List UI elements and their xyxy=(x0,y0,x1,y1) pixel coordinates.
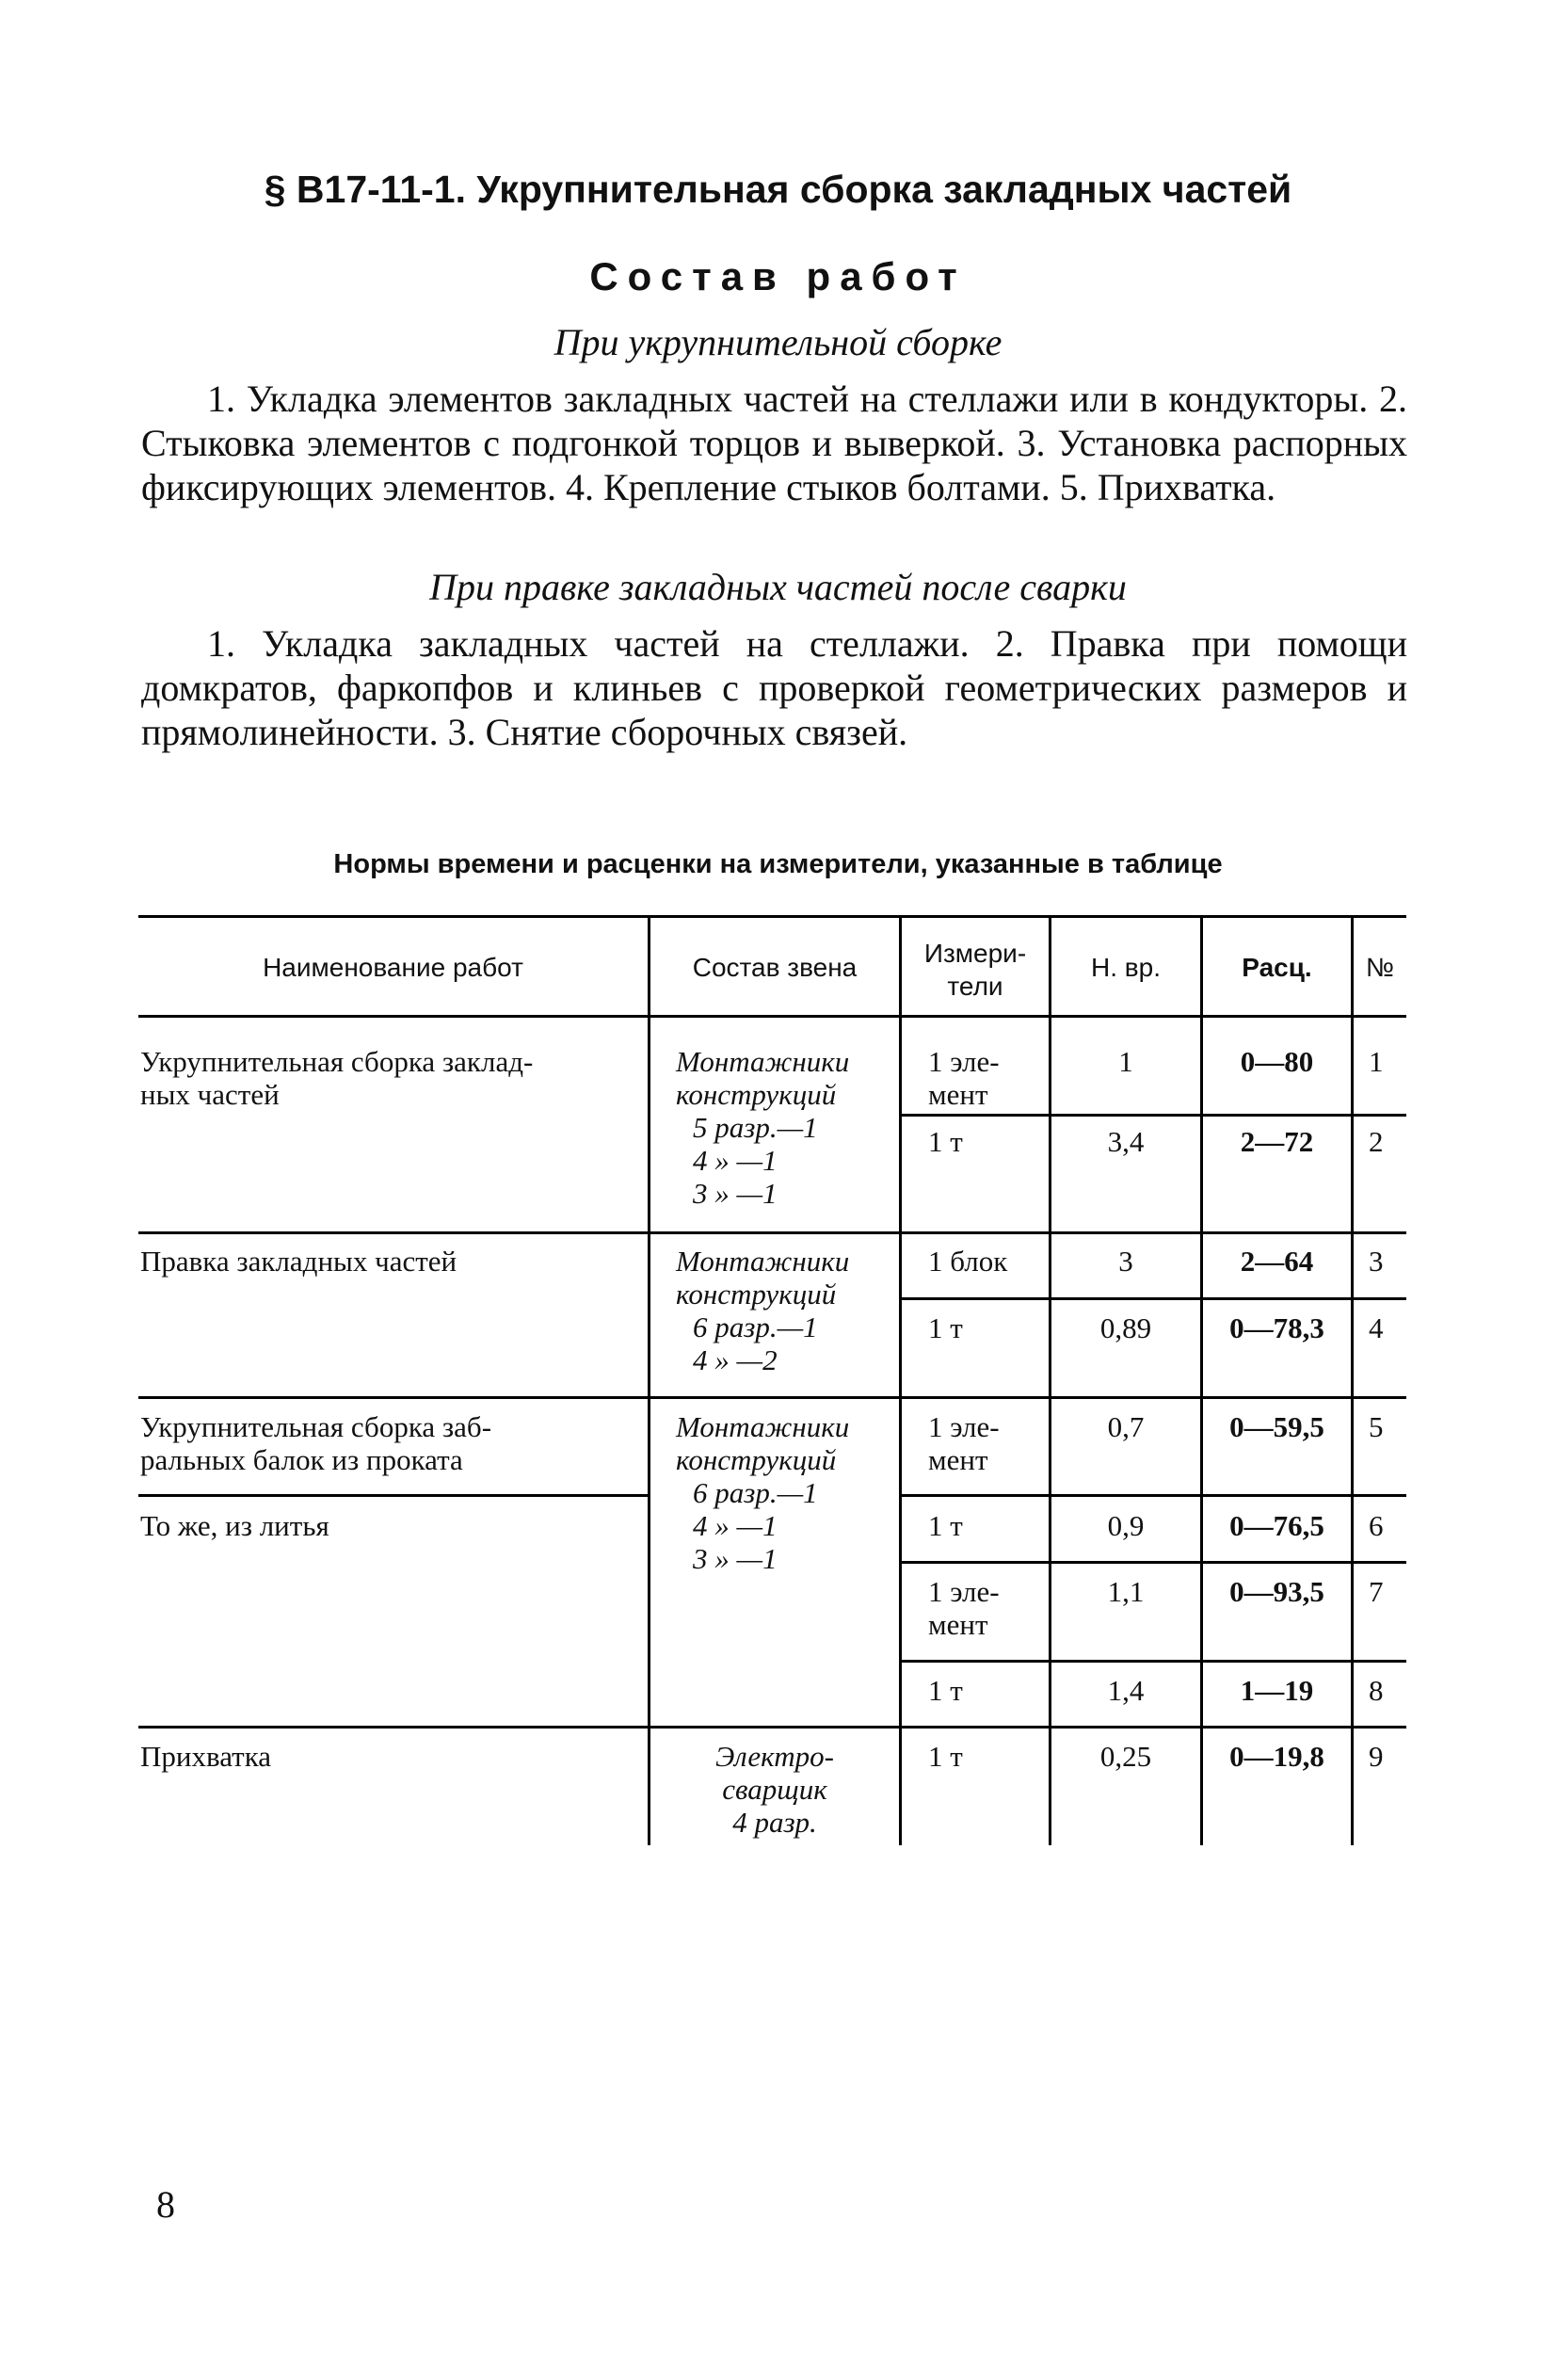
unit-cell xyxy=(928,1245,1049,1278)
unit-cell xyxy=(928,1410,1049,1476)
col-rule xyxy=(1351,915,1354,1845)
unit-line1: 1 т xyxy=(928,1125,963,1158)
rate-cell: 1—19 xyxy=(1240,1674,1314,1707)
norm-cell: 3 xyxy=(1118,1245,1133,1278)
work-name-4: То же, из литья xyxy=(140,1509,329,1542)
unit-line1: 1 эле- xyxy=(928,1410,1000,1443)
crew-1-line: 3 » —1 xyxy=(693,1177,778,1210)
norm-cell: 0,7 xyxy=(1107,1410,1145,1443)
unit-line1: 1 т xyxy=(928,1311,963,1344)
num-cell: 1 xyxy=(1369,1045,1384,1078)
work-name-1-line2: ных частей xyxy=(140,1078,280,1111)
rate-cell: 0—76,5 xyxy=(1229,1509,1324,1542)
crew-2-line: 6 разр.—1 xyxy=(693,1311,818,1343)
crew-3-line: 3 » —1 xyxy=(693,1542,778,1575)
work-name-2: Правка закладных частей xyxy=(140,1245,457,1278)
subsection-2-title: При правке закладных частей после сварки xyxy=(429,566,1127,608)
norm-cell: 3,4 xyxy=(1107,1125,1145,1158)
crew-3-line: 6 разр.—1 xyxy=(693,1476,818,1509)
subsection-1-text: 1. Укладка элементов закладных частей на стеллажи или в кондукторы. 2. Стыковка элементов с подгонкой торцов и выверкой. 3. Установка распорных фиксирующих элементов. 4. Крепление стыков болтами. 5. Прихватка. xyxy=(141,378,1407,508)
work-name-3 xyxy=(140,1410,644,1476)
num-cell: 7 xyxy=(1369,1575,1384,1608)
header-unit xyxy=(902,937,1049,1003)
header-unit-line2: тели xyxy=(947,972,1003,1001)
unit-line1: 1 эле- xyxy=(928,1045,1000,1078)
norm-cell: 1,1 xyxy=(1107,1575,1145,1608)
crew-2-line: конструкций xyxy=(676,1278,837,1311)
header-num: № xyxy=(1365,953,1395,982)
header-work: Наименование работ xyxy=(263,953,523,982)
unit-cell xyxy=(928,1740,1049,1773)
unit-cell xyxy=(928,1509,1049,1542)
rate-cell: 0—78,3 xyxy=(1229,1311,1324,1344)
unit-cell xyxy=(928,1674,1049,1707)
subsection-1-title: При укрупнительной сборке xyxy=(553,321,1003,363)
num-cell: 5 xyxy=(1369,1410,1384,1443)
crew-4 xyxy=(650,1740,899,1839)
unit-cell xyxy=(928,1311,1049,1344)
table-caption: Нормы времени и расценки на измерители, указанные в таблице xyxy=(333,849,1223,879)
work-name-3-line1: Укрупнительная сборка заб- xyxy=(140,1410,492,1443)
unit-line1: 1 блок xyxy=(928,1245,1008,1278)
unit-cell xyxy=(928,1125,1049,1158)
unit-line1: 1 эле- xyxy=(928,1575,1000,1608)
crew-3-line: конструкций xyxy=(676,1443,837,1476)
rate-cell: 0—59,5 xyxy=(1229,1410,1324,1443)
col-rule xyxy=(899,915,902,1845)
rate-cell: 0—93,5 xyxy=(1229,1575,1324,1608)
norm-cell: 0,9 xyxy=(1107,1509,1145,1542)
unit-line2: мент xyxy=(928,1078,988,1111)
header-crew: Состав звена xyxy=(692,953,858,982)
work-name-3-line2: ральных балок из проката xyxy=(140,1443,463,1476)
norm-cell: 1,4 xyxy=(1107,1674,1145,1707)
row-rule xyxy=(901,1297,1406,1300)
group-rule xyxy=(138,1726,1406,1729)
num-cell: 4 xyxy=(1369,1311,1384,1344)
unit-line2: мент xyxy=(928,1608,988,1641)
unit-line1: 1 т xyxy=(928,1740,963,1773)
composition-title: Состав работ xyxy=(589,254,967,298)
norm-cell: 0,25 xyxy=(1099,1740,1152,1773)
num-cell: 2 xyxy=(1369,1125,1384,1158)
table-top-rule xyxy=(138,915,1406,918)
crew-1-line: 4 » —1 xyxy=(693,1144,778,1177)
section-title: § В17-11-1. Укрупнительная сборка закладных частей xyxy=(264,168,1292,211)
crew-3 xyxy=(676,1410,897,1575)
unit-line1: 1 т xyxy=(928,1509,963,1542)
crew-3-line: Монтажники xyxy=(676,1410,850,1443)
crew-4-line: Электро- xyxy=(715,1740,834,1773)
work-name-1 xyxy=(140,1045,644,1111)
rate-cell: 0—19,8 xyxy=(1229,1740,1324,1773)
crew-2-line: 4 » —2 xyxy=(693,1343,778,1376)
group-rule xyxy=(138,1231,1406,1234)
work-name-5: Прихватка xyxy=(140,1740,272,1773)
rate-cell: 2—64 xyxy=(1240,1245,1314,1278)
header-unit-line1: Измери- xyxy=(923,939,1027,968)
row-rule xyxy=(901,1494,1406,1497)
crew-2 xyxy=(676,1245,897,1376)
unit-line1: 1 т xyxy=(928,1674,963,1707)
header-rate: Расц. xyxy=(1242,953,1312,982)
crew-3-line: 4 » —1 xyxy=(693,1509,778,1542)
num-cell: 3 xyxy=(1369,1245,1384,1278)
header-norm: Н. вр. xyxy=(1090,953,1161,982)
row-rule xyxy=(901,1660,1406,1663)
num-cell: 6 xyxy=(1369,1509,1384,1542)
crew-1 xyxy=(676,1045,897,1210)
work-name-1-line1: Укрупнительная сборка заклад- xyxy=(140,1045,534,1078)
row-rule xyxy=(138,1494,650,1497)
norm-cell: 1 xyxy=(1118,1045,1133,1078)
crew-1-line: конструкций xyxy=(676,1078,837,1111)
page-number: 8 xyxy=(156,2183,175,2226)
unit-cell xyxy=(928,1575,1049,1641)
col-rule xyxy=(648,915,650,1845)
table-header-rule xyxy=(138,1015,1406,1018)
num-cell: 9 xyxy=(1369,1740,1384,1773)
group-rule xyxy=(138,1396,1406,1399)
crew-1-line: 5 разр.—1 xyxy=(693,1111,818,1144)
crew-2-line: Монтажники xyxy=(676,1245,850,1278)
row-rule xyxy=(901,1561,1406,1564)
row-rule xyxy=(901,1114,1406,1117)
rate-cell: 2—72 xyxy=(1240,1125,1314,1158)
unit-cell xyxy=(928,1045,1049,1111)
crew-4-line: 4 разр. xyxy=(732,1806,817,1839)
num-cell: 8 xyxy=(1369,1674,1384,1707)
norm-cell: 0,89 xyxy=(1099,1311,1152,1344)
crew-4-line: сварщик xyxy=(722,1773,827,1806)
crew-1-line: Монтажники xyxy=(676,1045,850,1078)
unit-line2: мент xyxy=(928,1443,988,1476)
subsection-2-text: 1. Укладка закладных частей на стеллажи. 2. Правка при помощи домкратов, фаркопфов и клиньев с проверкой геометрических размеров и прямолинейности. 3. Снятие сборочных связей. xyxy=(141,622,1407,753)
rate-cell: 0—80 xyxy=(1240,1045,1314,1078)
